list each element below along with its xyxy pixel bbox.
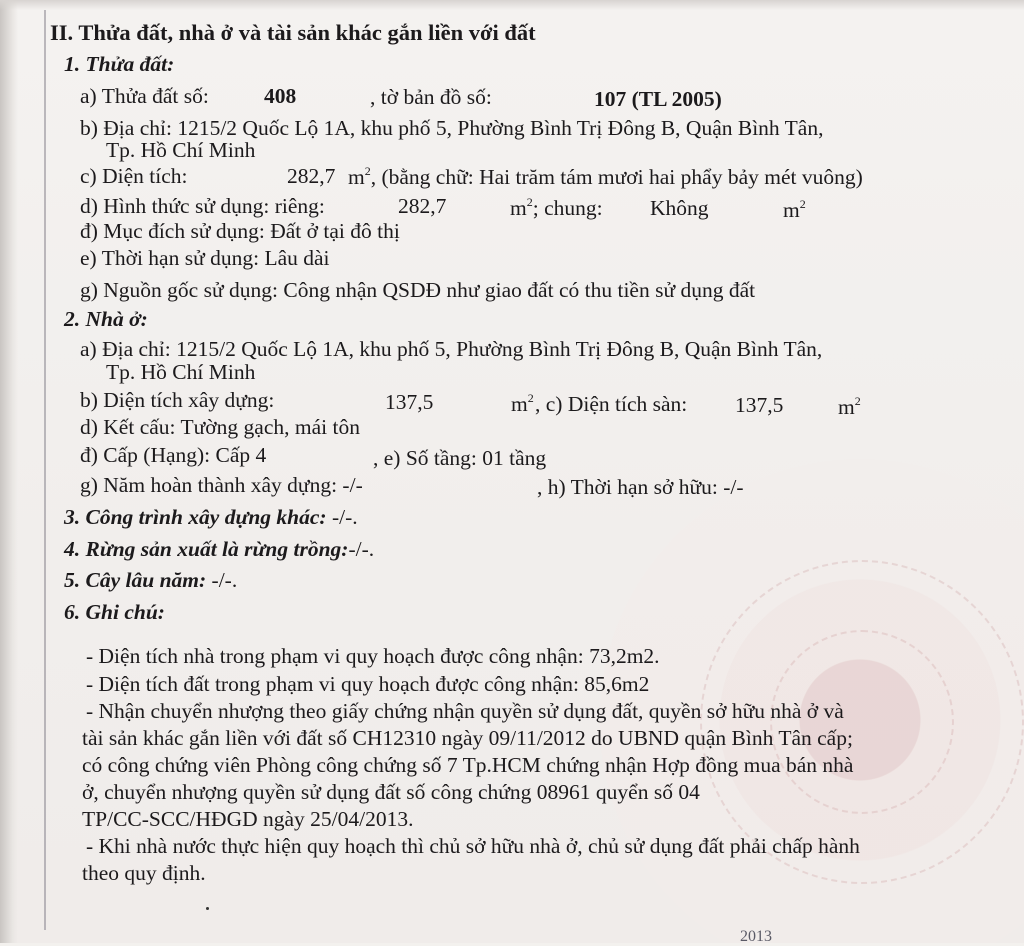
page-edge-shadow <box>0 0 18 943</box>
perennial-trees: 5. Cây lâu năm: -/-. <box>64 568 238 592</box>
section-title: II. Thửa đất, nhà ở và tài sản khác gắn liền với đất <box>50 20 536 45</box>
note-line: - Diện tích đất trong phạm vi quy hoạch được công nhận: 85,6m2 <box>86 672 650 696</box>
note-line: ở, chuyển nhượng quyền sử dụng đất số công chứng 08961 quyển số 04 <box>82 780 700 804</box>
note-line: - Nhận chuyển nhượng theo giấy chứng nhận quyền sử dụng đất, quyền sở hữu nhà ở và <box>86 699 844 723</box>
other-construction: 3. Công trình xây dựng khác: -/-. <box>64 505 358 529</box>
land-usage-form-label: d) Hình thức sử dụng: riêng: <box>80 194 325 218</box>
house-grade: đ) Cấp (Hạng): Cấp 4 <box>80 443 267 467</box>
house-build-area-unit: $m^2$ <box>511 391 534 416</box>
house-ownership-duration: , h) Thời hạn sở hữu: -/- <box>537 475 744 499</box>
land-common-unit: $m^2$ <box>783 197 806 222</box>
house-floors: , e) Số tầng: 01 tầng <box>373 446 547 470</box>
notes-heading: 6. Ghi chú: <box>64 600 165 624</box>
border-line <box>44 10 46 930</box>
house-address-city: Tp. Hồ Chí Minh <box>106 360 256 384</box>
note-line: theo quy định. <box>82 861 206 885</box>
land-map-label: , tờ bản đồ số: <box>370 85 492 109</box>
production-forest: 4. Rừng sản xuất là rừng trồng:-/-. <box>64 537 375 561</box>
house-address: a) Địa chỉ: 1215/2 Quốc Lộ 1A, khu phố 5, Phường Bình Trị Đông B, Quận Bình Tân, <box>80 337 823 361</box>
land-heading: 1. Thửa đất: <box>64 52 175 76</box>
land-area-unit: $m^2$, (bằng chữ: Hai trăm tám mươi hai phẩy bảy mét vuông) <box>348 164 863 189</box>
note-line: TP/CC-SCC/HĐGD ngày 25/04/2013. <box>82 807 414 831</box>
page-top-shadow <box>0 0 1024 10</box>
land-duration: e) Thời hạn sử dụng: Lâu dài <box>80 246 330 270</box>
ink-dot <box>206 907 209 910</box>
land-parcel-label: a) Thửa đất số: <box>80 84 209 108</box>
land-purpose: đ) Mục đích sử dụng: Đất ở tại đô thị <box>80 219 400 243</box>
house-floor-area-value: 137,5 <box>735 393 784 417</box>
land-area-value: 282,7 <box>287 164 336 188</box>
note-line: - Khi nhà nước thực hiện quy hoạch thì chủ sở hữu nhà ở, chủ sử dụng đất phải chấp hành <box>86 834 860 858</box>
house-structure: d) Kết cấu: Tường gạch, mái tôn <box>80 415 360 439</box>
land-origin: g) Nguồn gốc sử dụng: Công nhận QSDĐ như giao đất có thu tiền sử dụng đất <box>80 278 756 302</box>
land-common-value: Không <box>650 196 709 220</box>
land-private-area: 282,7 <box>398 194 447 218</box>
note-line: có công chứng viên Phòng công chứng số 7 Tp.HCM chứng nhận Hợp đồng mua bán nhà <box>82 753 854 777</box>
house-heading: 2. Nhà ở: <box>64 307 148 331</box>
note-line: - Diện tích nhà trong phạm vi quy hoạch được công nhận: 73,2m2. <box>86 644 660 668</box>
date-fragment: 2013 <box>740 928 772 945</box>
house-build-area-label: b) Diện tích xây dựng: <box>80 388 275 412</box>
house-floor-area-unit: $m^2$ <box>838 394 861 419</box>
house-build-area-value: 137,5 <box>385 390 434 414</box>
house-completion-year: g) Năm hoàn thành xây dựng: -/- <box>80 473 363 497</box>
land-map-number: 107 (TL 2005) <box>594 87 722 111</box>
note-line: tài sản khác gắn liền với đất số CH12310 ngày 09/11/2012 do UBND quận Bình Tân cấp; <box>82 726 853 750</box>
land-area-label: c) Diện tích: <box>80 164 188 188</box>
land-address-city: Tp. Hồ Chí Minh <box>106 138 256 162</box>
house-floor-area-label: , c) Diện tích sàn: <box>535 392 688 416</box>
land-address: b) Địa chỉ: 1215/2 Quốc Lộ 1A, khu phố 5, Phường Bình Trị Đông B, Quận Bình Tân, <box>80 116 824 140</box>
land-parcel-number: 408 <box>264 84 297 108</box>
land-common-label: $m^2$; chung: <box>510 195 603 220</box>
